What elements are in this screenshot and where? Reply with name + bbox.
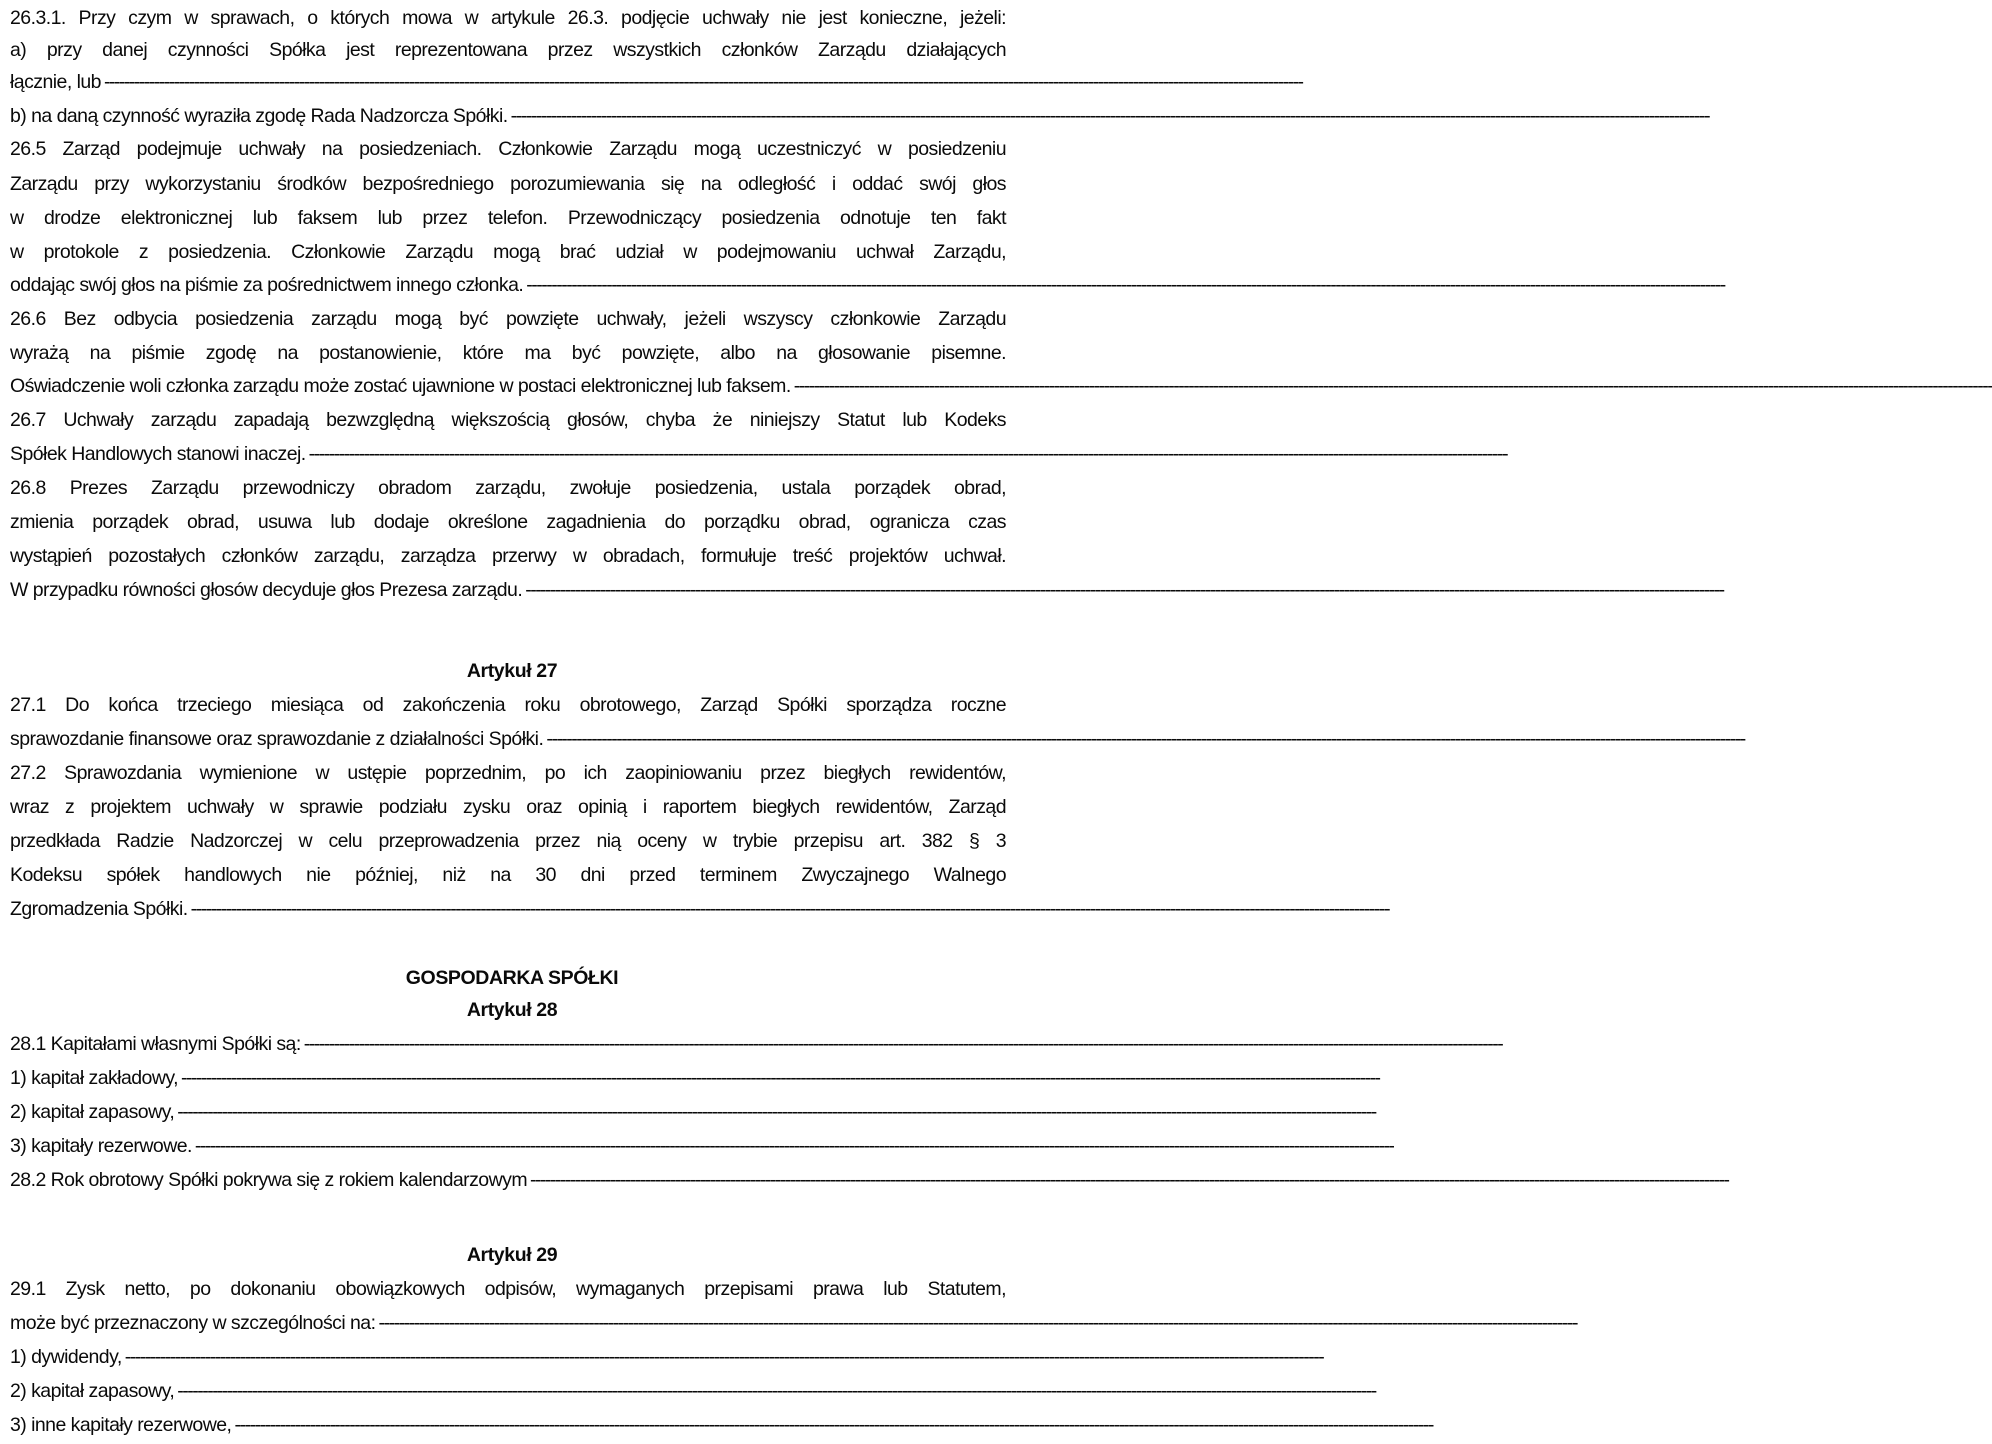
list-item bbox=[10, 1066, 1380, 1092]
dash-fill: ------------------------------------------------------------------------------------------------------------------------------------------------------------------------------------------------------------------------------------------------ bbox=[546, 728, 1745, 750]
text-line: 26.7 Uchwały zarządu zapadają bezwzględną większością głosów, chyba że niniejszy Statut lub Kodeks bbox=[10, 409, 1006, 431]
line-text: 28.2 Rok obrotowy Spółki pokrywa się z rokiem kalendarzowym bbox=[10, 1169, 528, 1191]
text-line bbox=[10, 1311, 1577, 1337]
dash-fill: ------------------------------------------------------------------------------------------------------------------------------------------------------------------------------------------------------------------------------------------------ bbox=[194, 1135, 1394, 1157]
text-line: 26.3.1. Przy czym w sprawach, o których mowa w artykule 26.3. podjęcie uchwały nie jest konieczne, jeżeli: bbox=[10, 7, 1006, 29]
dash-fill: ------------------------------------------------------------------------------------------------------------------------------------------------------------------------------------------------------------------------------------------------ bbox=[190, 898, 1390, 920]
text-line: wyrażą na piśmie zgodę na postanowienie, które ma być powzięte, albo na głosowanie pisemne. bbox=[10, 342, 1006, 364]
dash-fill: ------------------------------------------------------------------------------------------------------------------------------------------------------------------------------------------------------------------------------------------------ bbox=[510, 105, 1710, 127]
text-line bbox=[10, 374, 1992, 400]
line-text: 3) inne kapitały rezerwowe, bbox=[10, 1414, 232, 1436]
text-line: 26.5 Zarząd podejmuje uchwały na posiedzeniach. Członkowie Zarządu mogą uczestniczyć w posiedzeniu bbox=[10, 138, 1006, 160]
text-line bbox=[10, 442, 1508, 468]
line-text: W przypadku równości głosów decyduje głos Prezesa zarządu. bbox=[10, 579, 523, 601]
dash-fill: ------------------------------------------------------------------------------------------------------------------------------------------------------------------------------------------------------------------------------------------------ bbox=[308, 443, 1508, 465]
line-text: Zgromadzenia Spółki. bbox=[10, 898, 188, 920]
dash-fill: ------------------------------------------------------------------------------------------------------------------------------------------------------------------------------------------------------------------------------------------------ bbox=[303, 1033, 1503, 1055]
dash-fill: ------------------------------------------------------------------------------------------------------------------------------------------------------------------------------------------------------------------------------------------------ bbox=[124, 1346, 1324, 1368]
text-line bbox=[10, 273, 1725, 299]
dash-fill: ------------------------------------------------------------------------------------------------------------------------------------------------------------------------------------------------------------------------------------------------ bbox=[793, 375, 1992, 397]
section-heading: GOSPODARKA SPÓŁKI bbox=[405, 967, 619, 989]
text-line: przedkłada Radzie Nadzorczej w celu przeprowadzenia przez nią oceny w trybie przepisu art. 382 § 3 bbox=[10, 830, 1006, 852]
text-line: 26.6 Bez odbycia posiedzenia zarządu mogą być powzięte uchwały, jeżeli wszyscy członkowie Zarządu bbox=[10, 308, 1006, 330]
line-text: 1) dywidendy, bbox=[10, 1346, 122, 1368]
text-line: 27.2 Sprawozdania wymienione w ustępie poprzednim, po ich zaopiniowaniu przez biegłych rewidentów, bbox=[10, 762, 1006, 784]
text-line: wystąpień pozostałych członków zarządu, zarządza przerwy w obradach, formułuje treść projektów uchwał. bbox=[10, 545, 1006, 567]
line-text: 3) kapitały rezerwowe. bbox=[10, 1135, 192, 1157]
dash-fill: ------------------------------------------------------------------------------------------------------------------------------------------------------------------------------------------------------------------------------------------------ bbox=[181, 1067, 1380, 1089]
text-line: 29.1 Zysk netto, po dokonaniu obowiązkowych odpisów, wymaganych przepisami prawa lub Statutem, bbox=[10, 1278, 1006, 1300]
dash-fill: ------------------------------------------------------------------------------------------------------------------------------------------------------------------------------------------------------------------------------------------------ bbox=[526, 274, 1725, 296]
article-heading-28: Artykuł 28 bbox=[466, 999, 558, 1021]
text-line: w drodze elektronicznej lub faksem lub przez telefon. Przewodniczący posiedzenia odnotuje ten fakt bbox=[10, 207, 1006, 229]
text-line: a) przy danej czynności Spółka jest reprezentowana przez wszystkich członków Zarządu działających bbox=[10, 39, 1006, 61]
text-line: 27.1 Do końca trzeciego miesiąca od zakończenia roku obrotowego, Zarząd Spółki sporządza roczne bbox=[10, 694, 1006, 716]
line-text: łącznie, lub bbox=[10, 71, 101, 93]
line-text: oddając swój głos na piśmie za pośrednictwem innego członka. bbox=[10, 274, 524, 296]
dash-fill: ------------------------------------------------------------------------------------------------------------------------------------------------------------------------------------------------------------------------------------------------ bbox=[103, 71, 1303, 93]
dash-fill: ------------------------------------------------------------------------------------------------------------------------------------------------------------------------------------------------------------------------------------------------ bbox=[530, 1169, 1729, 1191]
list-item bbox=[10, 1379, 1376, 1405]
text-line bbox=[10, 70, 1303, 96]
text-line: Zarządu przy wykorzystaniu środków bezpośredniego porozumiewania się na odległość i oddać swój głos bbox=[10, 173, 1006, 195]
text-line: 26.8 Prezes Zarządu przewodniczy obradom zarządu, zwołuje posiedzenia, ustala porządek obrad, bbox=[10, 477, 1006, 499]
list-item bbox=[10, 1100, 1376, 1126]
line-text: 2) kapitał zapasowy, bbox=[10, 1101, 175, 1123]
dash-fill: ------------------------------------------------------------------------------------------------------------------------------------------------------------------------------------------------------------------------------------------------ bbox=[234, 1414, 1433, 1436]
list-item bbox=[10, 1413, 1433, 1439]
dash-fill: ------------------------------------------------------------------------------------------------------------------------------------------------------------------------------------------------------------------------------------------------ bbox=[525, 579, 1724, 601]
line-text: może być przeznaczony w szczególności na: bbox=[10, 1312, 376, 1334]
text-line bbox=[10, 1168, 1729, 1194]
line-text: 28.1 Kapitałami własnymi Spółki są: bbox=[10, 1033, 301, 1055]
list-item bbox=[10, 1134, 1394, 1160]
line-text: Oświadczenie woli członka zarządu może zostać ujawnione w postaci elektronicznej lub faksem. bbox=[10, 375, 791, 397]
text-line: Kodeksu spółek handlowych nie później, niż na 30 dni przed terminem Zwyczajnego Walnego bbox=[10, 864, 1006, 886]
text-line bbox=[10, 897, 1390, 923]
line-text: 2) kapitał zapasowy, bbox=[10, 1380, 175, 1402]
line-text: 1) kapitał zakładowy, bbox=[10, 1067, 179, 1089]
text-line: wraz z projektem uchwały w sprawie podziału zysku oraz opinią i raportem biegłych rewidentów, Zarząd bbox=[10, 796, 1006, 818]
text-line bbox=[10, 727, 1745, 753]
dash-fill: ------------------------------------------------------------------------------------------------------------------------------------------------------------------------------------------------------------------------------------------------ bbox=[378, 1312, 1577, 1334]
line-text: b) na daną czynność wyraziła zgodę Rada Nadzorcza Spółki. bbox=[10, 105, 508, 127]
line-text: Spółek Handlowych stanowi inaczej. bbox=[10, 443, 306, 465]
text-line bbox=[10, 104, 1710, 130]
dash-fill: ------------------------------------------------------------------------------------------------------------------------------------------------------------------------------------------------------------------------------------------------ bbox=[177, 1380, 1376, 1402]
dash-fill: ------------------------------------------------------------------------------------------------------------------------------------------------------------------------------------------------------------------------------------------------ bbox=[177, 1101, 1376, 1123]
text-line: zmienia porządek obrad, usuwa lub dodaje określone zagadnienia do porządku obrad, ogranicza czas bbox=[10, 511, 1006, 533]
text-line bbox=[10, 1032, 1503, 1058]
text-line bbox=[10, 578, 1724, 604]
article-heading-29: Artykuł 29 bbox=[466, 1244, 558, 1266]
text-line: w protokole z posiedzenia. Członkowie Zarządu mogą brać udział w podejmowaniu uchwał Zarządu, bbox=[10, 241, 1006, 263]
list-item bbox=[10, 1345, 1324, 1371]
article-heading-27: Artykuł 27 bbox=[466, 660, 558, 682]
line-text: sprawozdanie finansowe oraz sprawozdanie z działalności Spółki. bbox=[10, 728, 544, 750]
